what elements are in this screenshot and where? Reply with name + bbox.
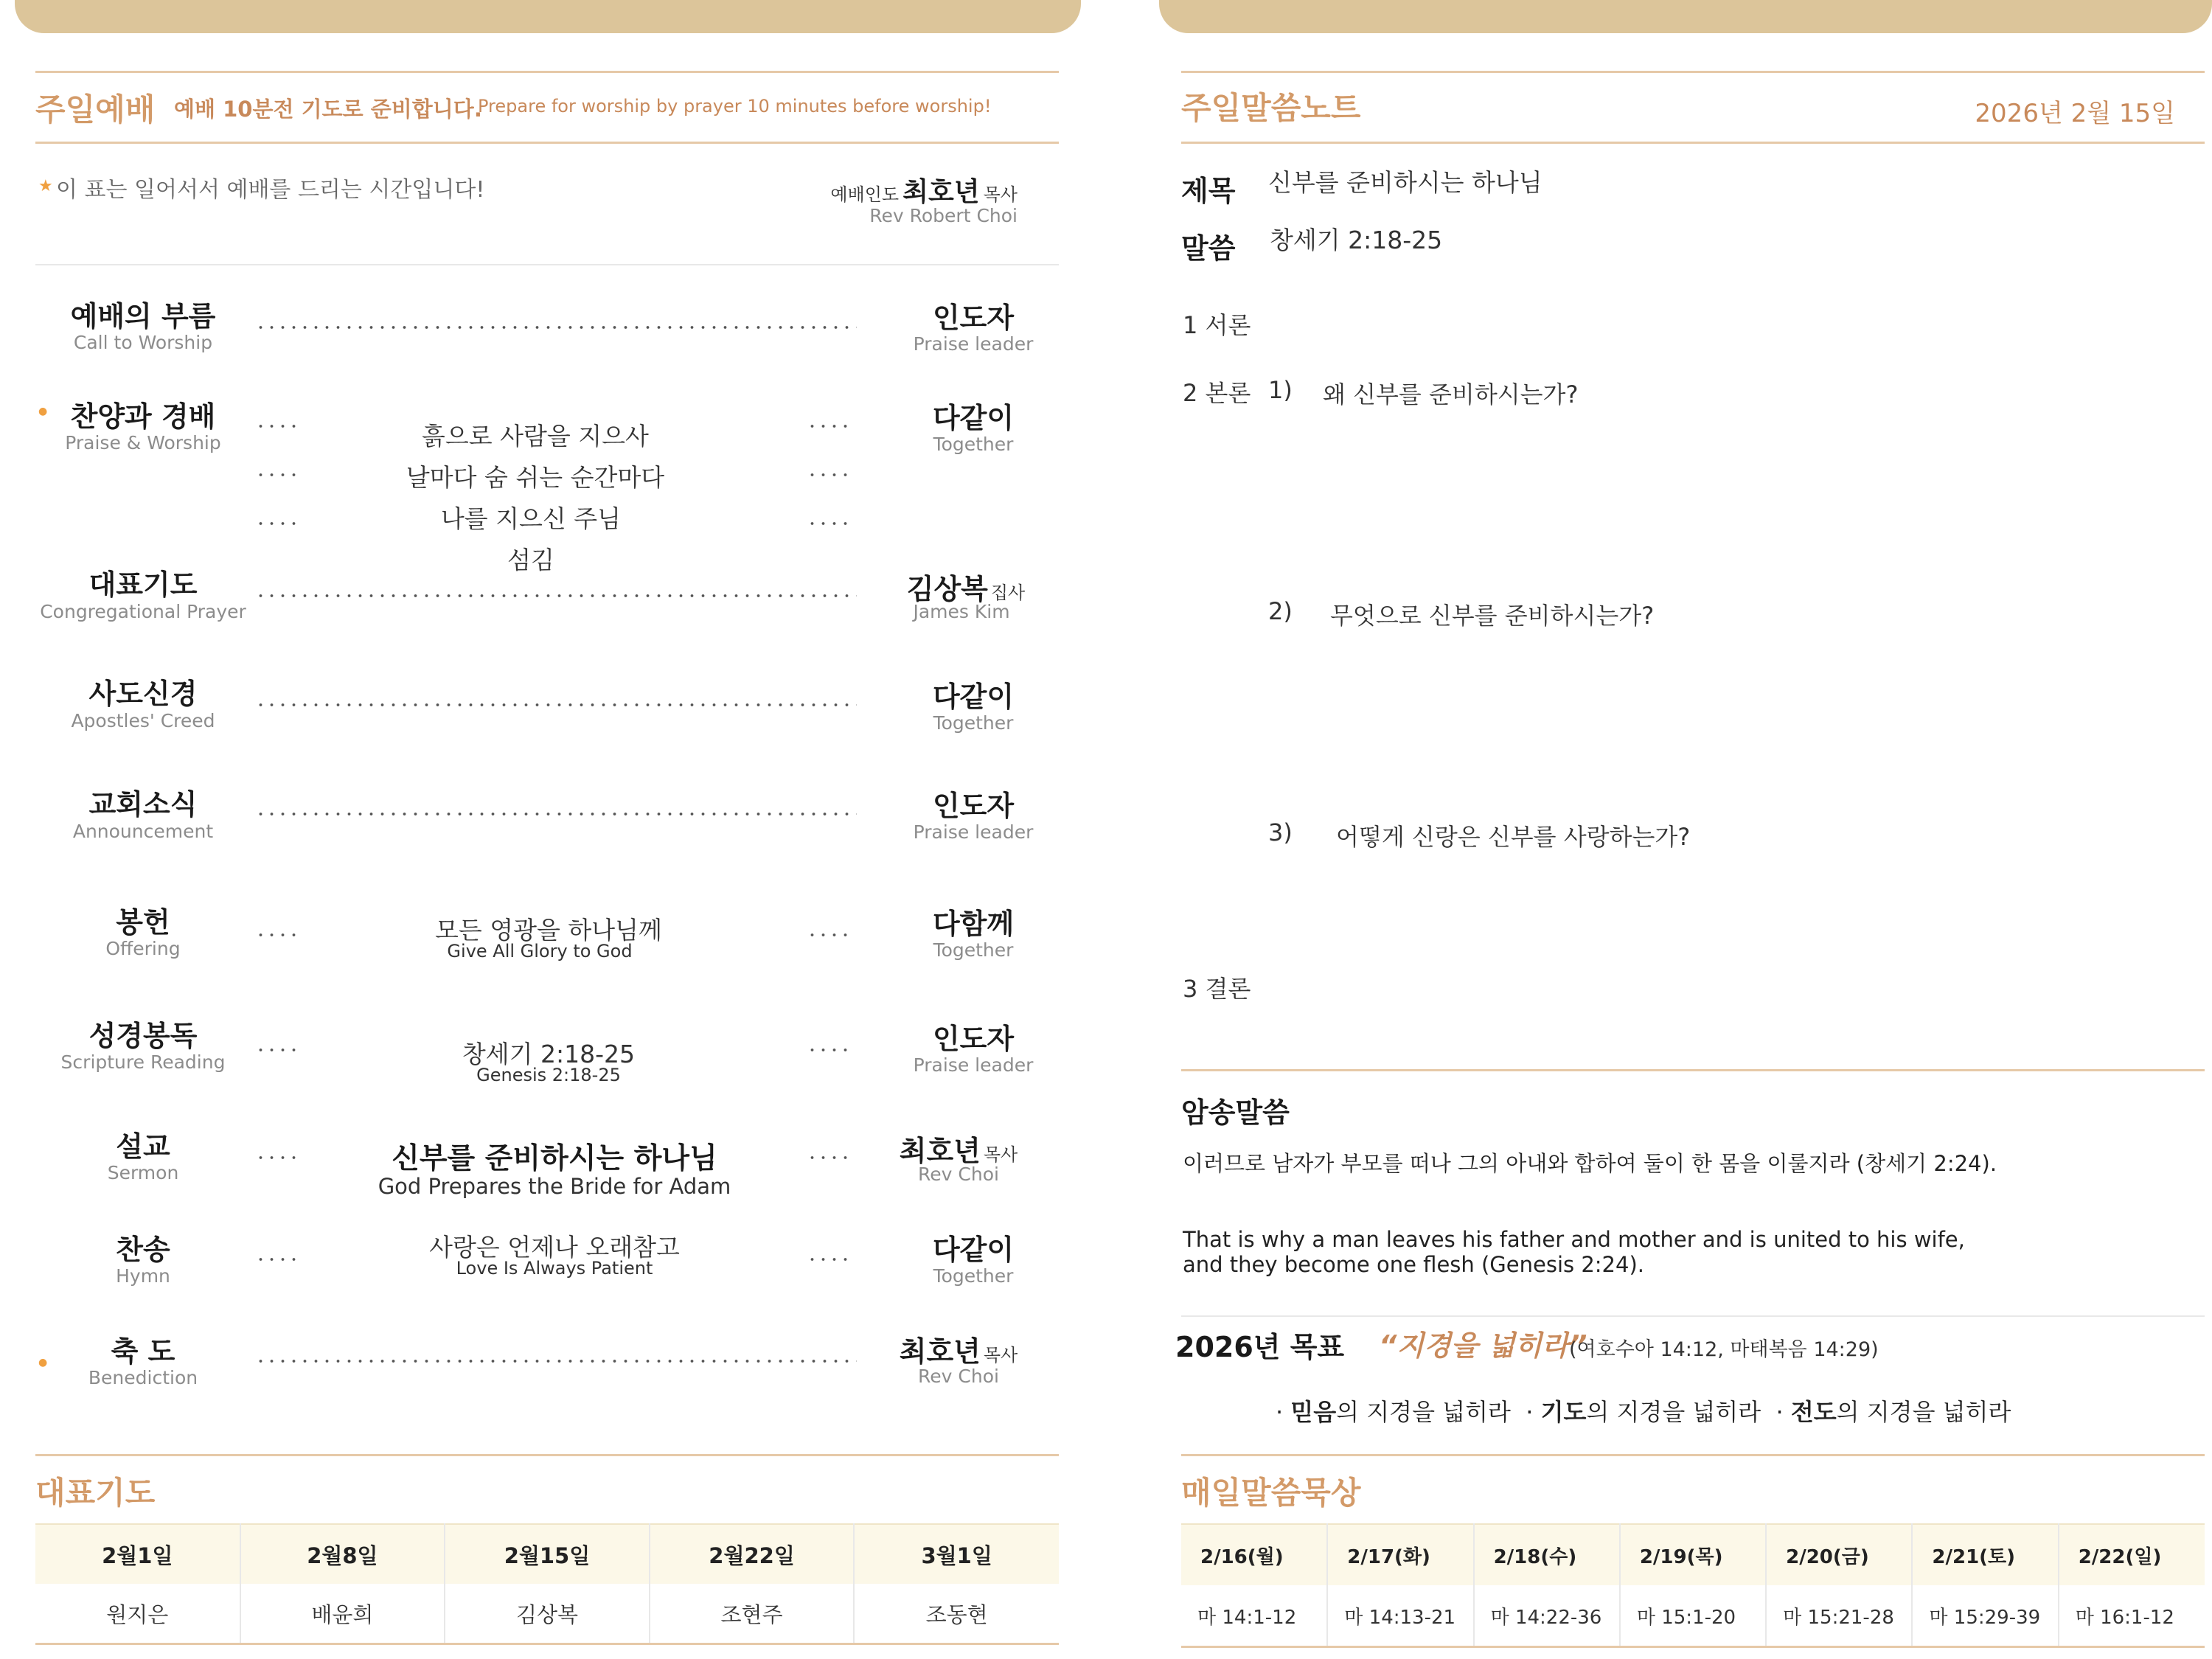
item-call-to-worship-en: Call to Worship	[73, 332, 213, 353]
point-2-text: 무엇으로 신부를 준비하시는가?	[1330, 602, 1655, 630]
daily-passage: 마 16:1-12	[2059, 1585, 2205, 1647]
daily-date: 2/22(일)	[2059, 1524, 2205, 1585]
divider	[35, 142, 1059, 144]
item-sermon-en: Sermon	[107, 1162, 179, 1183]
divider	[35, 1454, 1059, 1456]
worship-title: 주일예배	[35, 91, 156, 128]
song-2: 날마다 숨 쉬는 순간마다	[406, 463, 665, 492]
scripture-label: 말씀	[1181, 232, 1236, 265]
prayer-date: 2월8일	[240, 1524, 445, 1584]
leader-sermon-title: 목사	[983, 1144, 1018, 1165]
goal-evangelism-text: 의 지경을 넓히라	[1836, 1398, 2011, 1426]
item-benediction: 축 도	[111, 1335, 175, 1368]
prayer-date: 3월1일	[854, 1524, 1059, 1584]
item-hymn-en: Hymn	[116, 1265, 170, 1287]
divider	[1181, 1069, 2205, 1071]
dotted-leader	[255, 1156, 299, 1159]
prayer-name: 배윤희	[240, 1584, 445, 1644]
leader-benediction	[870, 1329, 1047, 1369]
item-call-to-worship: 예배의 부름	[70, 300, 216, 333]
daily-title: 매일말씀묵상	[1181, 1475, 1361, 1511]
scripture-text: 창세기 2:18-25	[1270, 226, 1443, 254]
hymn-title: 사랑은 언제나 오래참고	[429, 1233, 680, 1262]
star-icon: ★	[38, 177, 53, 195]
prayer-name: 조동현	[854, 1584, 1059, 1644]
leader-benediction-en: Rev Choi	[918, 1366, 999, 1387]
left-page-tab	[15, 0, 1081, 33]
leader-prayer-title: 집사	[990, 582, 1026, 603]
prayer-date: 2월22일	[650, 1524, 855, 1584]
star-icon: ●	[38, 1357, 48, 1368]
item-praise-worship-en: Praise & Worship	[65, 432, 221, 453]
dotted-leader	[807, 473, 851, 476]
prayer-schedule-table	[35, 1523, 1059, 1645]
leader-prayer-name: 김상복	[906, 573, 988, 605]
point-1-num: 1)	[1268, 376, 1293, 404]
dotted-leader	[255, 522, 299, 525]
dotted-leader	[807, 522, 851, 525]
table-row	[35, 1584, 1059, 1644]
item-prayer-en: Congregational Prayer	[40, 601, 246, 622]
leader-label: 예배인도	[830, 184, 900, 205]
dotted-leader	[255, 326, 857, 329]
sermon-title: 신부를 준비하시는 하나님	[392, 1142, 717, 1175]
hymn-title-en: Love Is Always Patient	[456, 1258, 653, 1279]
leader-praise-worship-en: Together	[933, 434, 1014, 455]
divider	[35, 71, 1059, 73]
item-benediction-en: Benediction	[88, 1367, 198, 1388]
dotted-leader	[255, 1048, 299, 1051]
item-offering-en: Offering	[105, 938, 181, 959]
daily-date: 2/19(목)	[1620, 1524, 1766, 1585]
leader-announcement: 인도자	[932, 790, 1015, 822]
subject-text: 신부를 준비하시는 하나님	[1268, 168, 1543, 197]
goal-faith-text: 의 지경을 넓히라	[1336, 1398, 1511, 1426]
star-icon: ●	[38, 406, 48, 417]
outline-intro: 1 서론	[1183, 311, 1251, 339]
divider	[35, 264, 1059, 265]
leader-praise-worship: 다같이	[932, 402, 1015, 434]
right-page-tab	[1159, 0, 2212, 33]
leader-offering-en: Together	[933, 939, 1014, 961]
table-row	[1181, 1585, 2205, 1647]
dotted-leader	[807, 933, 851, 936]
memory-verse-ko: 이러므로 남자가 부모를 떠나 그의 아내와 합하여 둘이 한 몸을 이룰지라 (창세기 2:24).	[1183, 1151, 1997, 1176]
table-row	[1181, 1524, 2205, 1585]
prayer-name: 김상복	[445, 1584, 650, 1644]
divider	[1181, 1315, 2205, 1317]
dotted-leader	[255, 933, 299, 936]
daily-date: 2/21(토)	[1912, 1524, 2058, 1585]
standing-note: 이 표는 일어서서 예배를 드리는 시간입니다!	[56, 177, 485, 203]
leader-scripture: 인도자	[932, 1023, 1015, 1055]
goal-motto: “지경을 넓히라”	[1379, 1329, 1587, 1362]
goal-refs: (여호수아 14:12, 마태복음 14:29)	[1569, 1338, 1879, 1361]
daily-passage: 마 15:1-20	[1620, 1585, 1766, 1647]
sermon-note-date: 2026년 2월 15일	[1975, 99, 2175, 128]
item-offering: 봉헌	[116, 906, 170, 939]
item-announcement: 교회소식	[88, 788, 198, 821]
table-row	[35, 1524, 1059, 1584]
item-praise-worship: 찬양과 경배	[70, 400, 216, 433]
goal-prayer-text: 의 지경을 넓히라	[1586, 1398, 1761, 1426]
leader-benediction-title: 목사	[983, 1345, 1018, 1366]
song-4: 섬김	[507, 546, 554, 574]
daily-passage: 마 14:22-36	[1474, 1585, 1620, 1647]
prayer-date: 2월1일	[35, 1524, 240, 1584]
prayer-name: 원지은	[35, 1584, 240, 1644]
leader-prayer-en: James Kim	[913, 601, 1010, 622]
offering-song: 모든 영광을 하나님께	[435, 916, 662, 945]
goal-bullet: ·	[1775, 1398, 1784, 1426]
leader-offering: 다함께	[932, 908, 1015, 940]
dotted-leader	[255, 1360, 857, 1363]
goal-bullet: ·	[1526, 1398, 1534, 1426]
memory-verse-en-2: and they become one flesh (Genesis 2:24).	[1183, 1252, 1644, 1277]
dotted-leader	[807, 1258, 851, 1261]
daily-passage: 마 15:21-28	[1766, 1585, 1912, 1647]
worship-subtitle-en: Prepare for worship by prayer 10 minutes before worship!	[478, 96, 992, 116]
dotted-leader	[255, 813, 857, 815]
item-sermon: 설교	[116, 1130, 170, 1163]
scripture-ref: 창세기 2:18-25	[462, 1040, 636, 1068]
outline-conclusion: 3 결론	[1183, 975, 1251, 1003]
item-scripture-en: Scripture Reading	[60, 1051, 226, 1073]
worship-subtitle-ko: 예배 10분전 기도로 준비합니다.	[174, 97, 482, 122]
leader-title: 목사	[983, 184, 1018, 205]
leader-announcement-en: Praise leader	[913, 821, 1034, 843]
leader-scripture-en: Praise leader	[913, 1054, 1034, 1076]
subject-label: 제목	[1181, 175, 1236, 207]
dotted-leader	[807, 1048, 851, 1051]
leader-name: 최호년	[902, 177, 980, 207]
dotted-leader	[255, 594, 857, 597]
goal-evangelism: 전도	[1790, 1398, 1837, 1426]
offering-song-en: Give All Glory to God	[447, 941, 633, 961]
daily-passage: 마 14:13-21	[1327, 1585, 1473, 1647]
daily-date: 2/20(금)	[1766, 1524, 1912, 1585]
song-3: 나를 지으신 주님	[440, 504, 622, 533]
leader-hymn: 다같이	[932, 1234, 1015, 1266]
dotted-leader	[255, 703, 857, 706]
worship-leader	[737, 171, 1018, 209]
daily-passage: 마 15:29-39	[1912, 1585, 2058, 1647]
point-2-num: 2)	[1268, 597, 1293, 625]
dotted-leader	[807, 1156, 851, 1159]
leader-call-to-worship-en: Praise leader	[913, 333, 1034, 355]
item-prayer: 대표기도	[88, 568, 198, 601]
sermon-title-en: God Prepares the Bride for Adam	[378, 1174, 731, 1199]
daily-passage: 마 14:1-12	[1181, 1585, 1327, 1647]
dotted-leader	[255, 1258, 299, 1261]
outline-body: 2 본론	[1183, 379, 1251, 407]
divider	[1181, 71, 2205, 73]
leader-sermon-en: Rev Choi	[918, 1164, 999, 1185]
item-announcement-en: Announcement	[72, 821, 214, 842]
leader-sermon	[870, 1128, 1047, 1169]
scripture-ref-en: Genesis 2:18-25	[476, 1065, 621, 1085]
dotted-leader	[255, 473, 299, 476]
goal-title: 2026년 목표	[1175, 1331, 1345, 1363]
leader-benediction-name: 최호년	[899, 1335, 981, 1368]
goal-prayer: 기도	[1540, 1398, 1587, 1426]
leader-creed-en: Together	[933, 712, 1014, 734]
song-1: 흙으로 사람을 지으사	[422, 422, 649, 451]
prayer-schedule-title: 대표기도	[35, 1475, 156, 1511]
leader-hymn-en: Together	[933, 1265, 1014, 1287]
leader-sermon-name: 최호년	[899, 1135, 981, 1167]
point-3-num: 3)	[1268, 818, 1293, 846]
daily-date: 2/18(수)	[1474, 1524, 1620, 1585]
memory-verse-en-1: That is why a man leaves his father and mother and is united to his wife,	[1183, 1227, 1965, 1252]
item-scripture: 성경봉독	[88, 1020, 198, 1052]
point-3-text: 어떻게 신랑은 신부를 사랑하는가?	[1336, 823, 1691, 851]
dotted-leader	[807, 425, 851, 428]
leader-creed: 다같이	[932, 681, 1015, 713]
prayer-name: 조현주	[650, 1584, 855, 1644]
point-1-text: 왜 신부를 준비하시는가?	[1323, 380, 1579, 408]
daily-reading-table	[1181, 1523, 2205, 1648]
leader-call-to-worship: 인도자	[932, 302, 1015, 334]
divider	[1181, 142, 2205, 144]
goal-items	[1276, 1394, 2011, 1427]
item-creed: 사도신경	[88, 678, 198, 710]
leader-en: Rev Robert Choi	[869, 205, 1018, 226]
daily-date: 2/17(화)	[1327, 1524, 1473, 1585]
memory-verse-title: 암송말씀	[1181, 1096, 1290, 1129]
item-hymn: 찬송	[116, 1234, 170, 1266]
dotted-leader	[255, 425, 299, 428]
sermon-note-title: 주일말씀노트	[1181, 90, 1361, 126]
divider	[1181, 1454, 2205, 1456]
daily-date: 2/16(월)	[1181, 1524, 1327, 1585]
goal-bullet: ·	[1276, 1398, 1284, 1426]
item-creed-en: Apostles' Creed	[71, 710, 215, 731]
prayer-date: 2월15일	[445, 1524, 650, 1584]
goal-faith: 믿음	[1290, 1398, 1337, 1426]
